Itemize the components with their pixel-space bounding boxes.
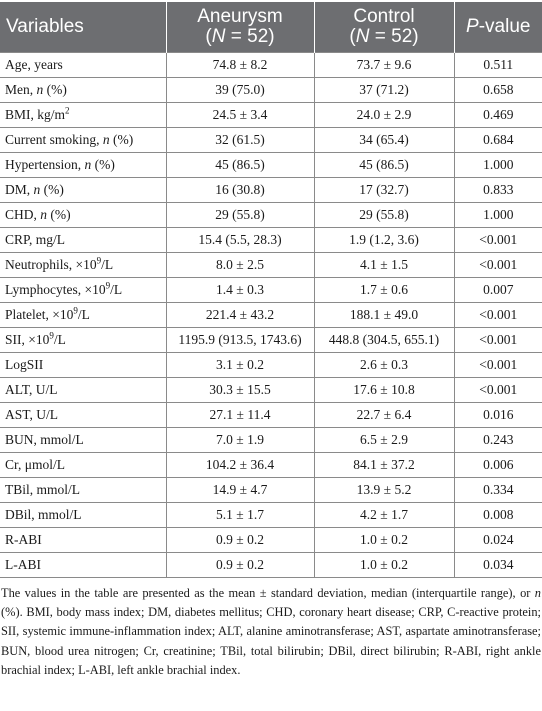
row-label: CRP, mg/L: [0, 228, 166, 253]
p-value: <0.001: [454, 228, 542, 253]
aneurysm-value: 221.4 ± 43.2: [166, 303, 314, 328]
p-value: 0.243: [454, 428, 542, 453]
row-label: Lymphocytes, $\times 10^9/L$: [0, 278, 166, 303]
aneurysm-value: 45 (86.5): [166, 153, 314, 178]
table-header: [0, 2, 542, 53]
p-value: 0.006: [454, 453, 542, 478]
control-value: 6.5 ± 2.9: [314, 428, 454, 453]
row-label: Cr, μmol/L: [0, 453, 166, 478]
control-value: 2.6 ± 0.3: [314, 353, 454, 378]
row-label: TBil, mmol/L: [0, 478, 166, 503]
control-value: 1.0 ± 0.2: [314, 528, 454, 553]
table-row: [0, 128, 542, 153]
control-value: 448.8 (304.5, 655.1): [314, 328, 454, 353]
table-row: [0, 453, 542, 478]
row-label: ALT, U/L: [0, 378, 166, 403]
p-value: 0.034: [454, 553, 542, 578]
table-row: [0, 303, 542, 328]
control-value: 13.9 ± 5.2: [314, 478, 454, 503]
table-footnote: The values in the table are presented as the mean ± standard deviation, median (interquartile range), or n (%). BMI, body mass index; DM, diabetes mellitus; CHD, coronary heart disease; CRP, C-reactive protein; SII, systemic immune-inflammation index; ALT, alanine aminotransferase; AST, aspartate aminotransferase; BUN, blood urea nitrogen; Cr, creatinine; TBil, total bilirubin; DBil, direct bilirubin; R-ABI, right ankle brachial index; L-ABI, left ankle brachial index.: [1, 586, 541, 677]
row-label: DBil, mmol/L: [0, 503, 166, 528]
table-row: [0, 203, 542, 228]
row-label: LogSII: [0, 353, 166, 378]
header-variables: Variables: [0, 2, 166, 53]
p-value: 0.658: [454, 78, 542, 103]
p-value: 1.000: [454, 203, 542, 228]
p-value: 0.007: [454, 278, 542, 303]
control-value: 1.7 ± 0.6: [314, 278, 454, 303]
table-row: [0, 553, 542, 578]
table-row: [0, 353, 542, 378]
aneurysm-value: 5.1 ± 1.7: [166, 503, 314, 528]
p-value: 1.000: [454, 153, 542, 178]
p-value: 0.684: [454, 128, 542, 153]
control-value: 29 (55.8): [314, 203, 454, 228]
header-aneurysm-name: Aneurysm: [197, 6, 283, 27]
p-value: <0.001: [454, 253, 542, 278]
row-label: Platelet, $\times 10^9/L$: [0, 303, 166, 328]
header-control-n: (N = 52): [349, 26, 419, 47]
row-label: DM, n (%): [0, 178, 166, 203]
row-label: SII, $\times 10^9/L$: [0, 328, 166, 353]
data-table: [0, 2, 542, 578]
aneurysm-value: 14.9 ± 4.7: [166, 478, 314, 503]
table-row: [0, 53, 542, 78]
aneurysm-value: 27.1 ± 11.4: [166, 403, 314, 428]
aneurysm-value: 0.9 ± 0.2: [166, 528, 314, 553]
row-label: AST, U/L: [0, 403, 166, 428]
control-value: 4.1 ± 1.5: [314, 253, 454, 278]
control-value: 24.0 ± 2.9: [314, 103, 454, 128]
header-control: [314, 2, 454, 53]
row-label: Age, years: [0, 53, 166, 78]
aneurysm-value: 24.5 ± 3.4: [166, 103, 314, 128]
p-value: <0.001: [454, 328, 542, 353]
aneurysm-value: 29 (55.8): [166, 203, 314, 228]
aneurysm-value: 8.0 ± 2.5: [166, 253, 314, 278]
aneurysm-value: 1.4 ± 0.3: [166, 278, 314, 303]
control-value: 45 (86.5): [314, 153, 454, 178]
control-value: 37 (71.2): [314, 78, 454, 103]
control-value: 1.9 (1.2, 3.6): [314, 228, 454, 253]
p-value: 0.008: [454, 503, 542, 528]
table-row: [0, 153, 542, 178]
table-row: [0, 503, 542, 528]
control-value: 73.7 ± 9.6: [314, 53, 454, 78]
table-row: [0, 428, 542, 453]
p-value: 0.024: [454, 528, 542, 553]
table-row: [0, 103, 542, 128]
p-value: <0.001: [454, 378, 542, 403]
aneurysm-value: 15.4 (5.5, 28.3): [166, 228, 314, 253]
control-value: 17.6 ± 10.8: [314, 378, 454, 403]
aneurysm-value: 1195.9 (913.5, 1743.6): [166, 328, 314, 353]
row-label: Neutrophils, $\times 10^9/L$: [0, 253, 166, 278]
p-value: 0.469: [454, 103, 542, 128]
row-label: L-ABI: [0, 553, 166, 578]
table-row: [0, 403, 542, 428]
row-label: BUN, mmol/L: [0, 428, 166, 453]
p-value: <0.001: [454, 303, 542, 328]
control-value: 17 (32.7): [314, 178, 454, 203]
table-row: [0, 253, 542, 278]
aneurysm-value: 74.8 ± 8.2: [166, 53, 314, 78]
aneurysm-value: 7.0 ± 1.9: [166, 428, 314, 453]
p-value: 0.833: [454, 178, 542, 203]
aneurysm-value: 0.9 ± 0.2: [166, 553, 314, 578]
p-value: <0.001: [454, 353, 542, 378]
table-row: [0, 78, 542, 103]
control-value: 34 (65.4): [314, 128, 454, 153]
aneurysm-value: 3.1 ± 0.2: [166, 353, 314, 378]
control-value: 84.1 ± 37.2: [314, 453, 454, 478]
aneurysm-value: 30.3 ± 15.5: [166, 378, 314, 403]
row-label: Current smoking, n (%): [0, 128, 166, 153]
table-row: [0, 328, 542, 353]
aneurysm-value: 16 (30.8): [166, 178, 314, 203]
control-value: 1.0 ± 0.2: [314, 553, 454, 578]
aneurysm-value: 32 (61.5): [166, 128, 314, 153]
table-row: [0, 528, 542, 553]
row-label: CHD, n (%): [0, 203, 166, 228]
table-row: [0, 178, 542, 203]
p-value: 0.511: [454, 53, 542, 78]
control-value: 22.7 ± 6.4: [314, 403, 454, 428]
control-value: 188.1 ± 49.0: [314, 303, 454, 328]
table-row: [0, 378, 542, 403]
row-label: Hypertension, n (%): [0, 153, 166, 178]
header-aneurysm-n: (N = 52): [205, 26, 275, 47]
aneurysm-value: 39 (75.0): [166, 78, 314, 103]
row-label: BMI, $kg/m^2$: [0, 103, 166, 128]
table-row: [0, 478, 542, 503]
aneurysm-value: 104.2 ± 36.4: [166, 453, 314, 478]
p-value: 0.334: [454, 478, 542, 503]
control-value: 4.2 ± 1.7: [314, 503, 454, 528]
header-control-name: Control: [353, 6, 415, 27]
row-label: R-ABI: [0, 528, 166, 553]
header-pvalue: P-value: [454, 2, 542, 53]
p-value: 0.016: [454, 403, 542, 428]
row-label: Men, n (%): [0, 78, 166, 103]
header-aneurysm: [166, 2, 314, 53]
table-row: [0, 228, 542, 253]
table-body: [0, 53, 542, 578]
table-row: [0, 278, 542, 303]
